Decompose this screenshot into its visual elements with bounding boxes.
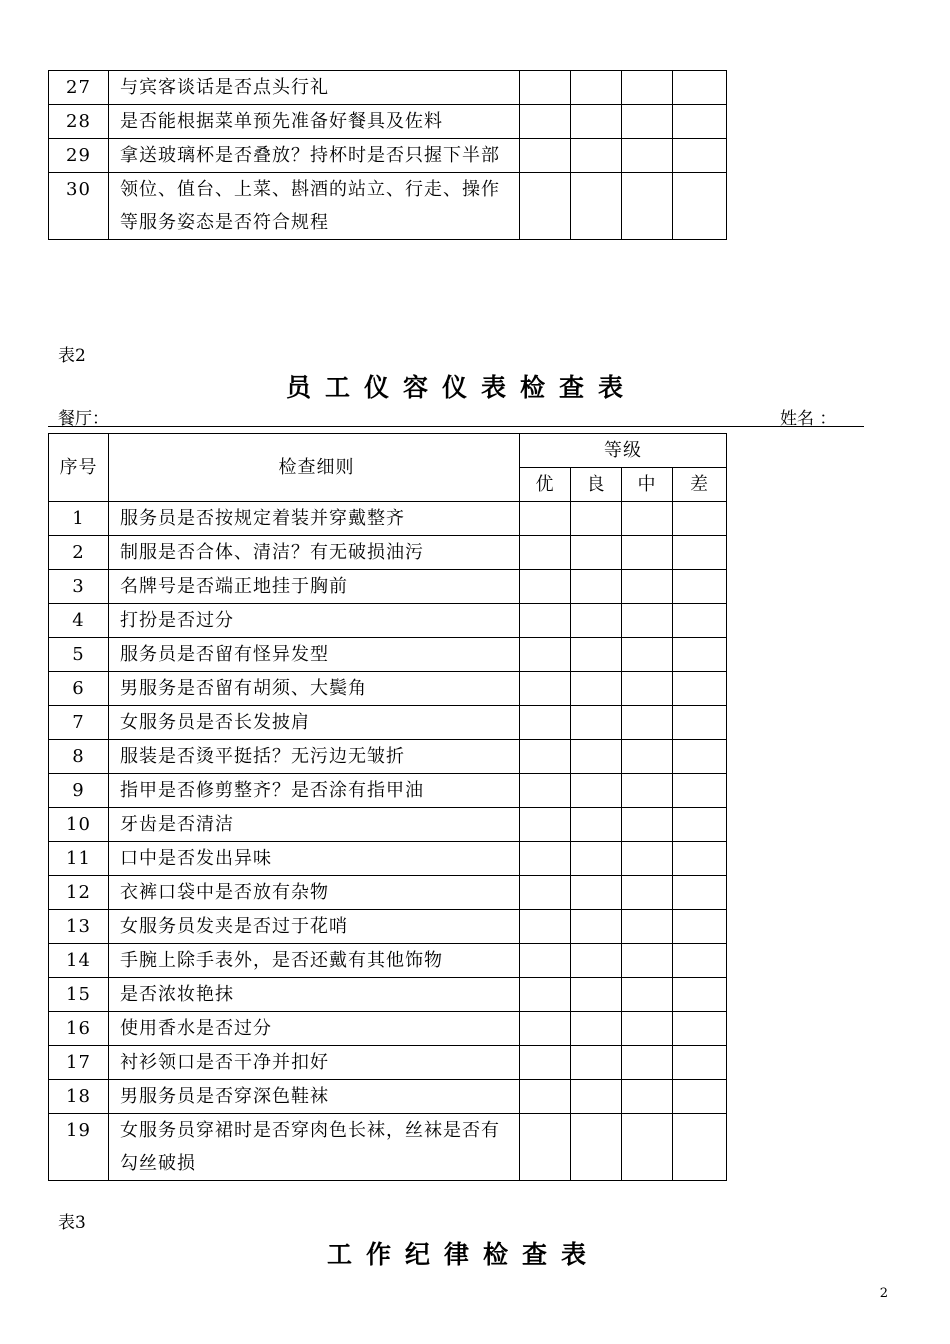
row-text: 制服是否合体、清洁？有无破损油污	[109, 536, 520, 570]
grade-cell[interactable]	[520, 502, 571, 536]
row-number: 12	[49, 876, 109, 910]
grade-cell[interactable]	[622, 604, 673, 638]
grade-cell[interactable]	[520, 604, 571, 638]
grade-cell[interactable]	[571, 1114, 622, 1181]
grade-cell[interactable]	[520, 876, 571, 910]
table-row	[49, 774, 727, 808]
row-number: 9	[49, 774, 109, 808]
grade-cell[interactable]	[571, 672, 622, 706]
grade-cell[interactable]	[520, 71, 571, 105]
table-row	[49, 944, 727, 978]
grade-cell[interactable]	[571, 71, 622, 105]
grade-cell[interactable]	[520, 536, 571, 570]
table-row	[49, 173, 727, 240]
grade-cell[interactable]	[571, 139, 622, 173]
row-text: 是否能根据菜单预先准备好餐具及佐料	[109, 105, 520, 139]
row-text: 服务员是否留有怪异发型	[109, 638, 520, 672]
grade-cell[interactable]	[520, 910, 571, 944]
grade-cell[interactable]	[622, 105, 673, 139]
grade-cell[interactable]	[622, 774, 673, 808]
row-number: 2	[49, 536, 109, 570]
grade-cell[interactable]	[622, 910, 673, 944]
table-row	[49, 604, 727, 638]
grade-cell[interactable]	[520, 706, 571, 740]
table-row	[49, 139, 727, 173]
grade-good: 良	[571, 468, 622, 502]
grade-cell[interactable]	[673, 71, 727, 105]
table-row	[49, 71, 727, 105]
table-row	[49, 978, 727, 1012]
row-number: 15	[49, 978, 109, 1012]
grade-cell[interactable]	[520, 944, 571, 978]
grade-cell[interactable]	[673, 604, 727, 638]
table-row	[49, 105, 727, 139]
grade-cell[interactable]	[520, 1080, 571, 1114]
row-number: 3	[49, 570, 109, 604]
grade-cell[interactable]	[520, 105, 571, 139]
grade-cell[interactable]	[520, 139, 571, 173]
table3-label: 表3	[58, 1213, 86, 1233]
table-row	[49, 1046, 727, 1080]
table2-label: 表2	[58, 346, 86, 366]
grade-cell[interactable]	[673, 1080, 727, 1114]
row-number: 18	[49, 1080, 109, 1114]
grade-cell[interactable]	[673, 944, 727, 978]
grade-cell[interactable]	[673, 1046, 727, 1080]
table-row	[49, 1114, 727, 1181]
row-text: 指甲是否修剪整齐？是否涂有指甲油	[109, 774, 520, 808]
grade-cell[interactable]	[520, 672, 571, 706]
grade-cell[interactable]	[622, 1012, 673, 1046]
row-text: 女服务员是否长发披肩	[109, 706, 520, 740]
grade-cell[interactable]	[622, 1080, 673, 1114]
grade-cell[interactable]	[673, 808, 727, 842]
row-text: 拿送玻璃杯是否叠放？持杯时是否只握下半部	[109, 139, 520, 173]
grade-cell[interactable]	[571, 105, 622, 139]
table2	[48, 433, 727, 1181]
row-number: 16	[49, 1012, 109, 1046]
grade-cell[interactable]	[673, 706, 727, 740]
row-number: 8	[49, 740, 109, 774]
row-number: 13	[49, 910, 109, 944]
grade-cell[interactable]	[520, 978, 571, 1012]
grade-cell[interactable]	[622, 944, 673, 978]
grade-cell[interactable]	[673, 740, 727, 774]
row-number: 6	[49, 672, 109, 706]
table-row	[49, 1080, 727, 1114]
table-row	[49, 876, 727, 910]
row-text: 男服务员是否穿深色鞋袜	[109, 1080, 520, 1114]
table-row	[49, 910, 727, 944]
row-number: 19	[49, 1114, 109, 1181]
grade-cell[interactable]	[571, 1012, 622, 1046]
grade-cell[interactable]	[673, 1012, 727, 1046]
row-number: 4	[49, 604, 109, 638]
grade-cell[interactable]	[622, 876, 673, 910]
grade-cell[interactable]	[673, 1114, 727, 1181]
grade-cell[interactable]	[571, 774, 622, 808]
table-row	[49, 842, 727, 876]
grade-cell[interactable]	[622, 740, 673, 774]
row-number: 11	[49, 842, 109, 876]
grade-cell[interactable]	[622, 570, 673, 604]
table-row	[49, 672, 727, 706]
grade-cell[interactable]	[571, 570, 622, 604]
row-text: 打扮是否过分	[109, 604, 520, 638]
table-row	[49, 536, 727, 570]
grade-poor: 差	[673, 468, 727, 502]
grade-cell[interactable]	[571, 978, 622, 1012]
grade-cell[interactable]	[673, 842, 727, 876]
grade-cell[interactable]	[622, 1046, 673, 1080]
row-number: 7	[49, 706, 109, 740]
table-row	[49, 740, 727, 774]
grade-cell[interactable]	[622, 706, 673, 740]
grade-excellent: 优	[520, 468, 571, 502]
table1-body	[49, 71, 727, 240]
grade-cell[interactable]	[673, 876, 727, 910]
grade-cell[interactable]	[520, 570, 571, 604]
grade-cell[interactable]	[571, 706, 622, 740]
table-row	[49, 502, 727, 536]
table3-title: 工作纪律检查表	[327, 1240, 601, 1269]
grade-cell[interactable]	[571, 638, 622, 672]
grade-cell[interactable]	[622, 536, 673, 570]
row-number: 27	[49, 71, 109, 105]
row-text: 手腕上除手表外，是否还戴有其他饰物	[109, 944, 520, 978]
row-number: 5	[49, 638, 109, 672]
row-number: 29	[49, 139, 109, 173]
row-number: 28	[49, 105, 109, 139]
header-underline	[48, 426, 864, 427]
grade-cell[interactable]	[520, 808, 571, 842]
grade-cell[interactable]	[673, 978, 727, 1012]
table2-title: 员工仪容仪表检查表	[286, 373, 638, 402]
grade-cell[interactable]	[520, 1012, 571, 1046]
grade-cell[interactable]	[520, 842, 571, 876]
row-text: 女服务员穿裙时是否穿肉色长袜，丝袜是否有勾丝破损	[109, 1114, 520, 1181]
col-desc-header: 检查细则	[109, 434, 520, 502]
grade-cell[interactable]	[622, 1114, 673, 1181]
page-number: 2	[879, 1286, 888, 1301]
table-row	[49, 1012, 727, 1046]
row-text: 衬衫领口是否干净并扣好	[109, 1046, 520, 1080]
row-number: 1	[49, 502, 109, 536]
grade-cell[interactable]	[571, 1080, 622, 1114]
grade-cell[interactable]	[571, 536, 622, 570]
row-text: 衣裤口袋中是否放有杂物	[109, 876, 520, 910]
table-row	[49, 808, 727, 842]
row-text: 服务员是否按规定着装并穿戴整齐	[109, 502, 520, 536]
grade-cell[interactable]	[571, 842, 622, 876]
grade-cell[interactable]	[673, 774, 727, 808]
grade-cell[interactable]	[520, 774, 571, 808]
grade-cell[interactable]	[571, 604, 622, 638]
grade-cell[interactable]	[571, 502, 622, 536]
name-label: 姓名 ：	[780, 409, 837, 429]
grade-cell[interactable]	[571, 173, 622, 240]
table-row	[49, 638, 727, 672]
row-text: 使用香水是否过分	[109, 1012, 520, 1046]
grade-cell[interactable]	[622, 71, 673, 105]
row-text: 口中是否发出异味	[109, 842, 520, 876]
grade-cell[interactable]	[520, 638, 571, 672]
row-text: 女服务员发夹是否过于花哨	[109, 910, 520, 944]
grade-cell[interactable]	[673, 910, 727, 944]
row-text: 牙齿是否清洁	[109, 808, 520, 842]
row-text: 是否浓妆艳抹	[109, 978, 520, 1012]
grade-cell[interactable]	[622, 672, 673, 706]
grade-cell[interactable]	[622, 502, 673, 536]
row-text: 服装是否烫平挺括？无污边无皱折	[109, 740, 520, 774]
table2-header-row	[49, 434, 727, 468]
table2-body	[49, 434, 727, 1181]
row-number: 30	[49, 173, 109, 240]
grade-cell[interactable]	[673, 570, 727, 604]
grade-cell[interactable]	[673, 173, 727, 240]
grade-cell[interactable]	[571, 910, 622, 944]
grade-cell[interactable]	[673, 105, 727, 139]
grade-cell[interactable]	[673, 638, 727, 672]
table-row	[49, 570, 727, 604]
grade-cell[interactable]	[622, 842, 673, 876]
row-number: 17	[49, 1046, 109, 1080]
grade-cell[interactable]	[622, 808, 673, 842]
grade-cell[interactable]	[622, 173, 673, 240]
table-row	[49, 706, 727, 740]
restaurant-label: 餐厅：	[58, 409, 109, 429]
grade-cell[interactable]	[622, 139, 673, 173]
grade-cell[interactable]	[571, 1046, 622, 1080]
row-number: 10	[49, 808, 109, 842]
grade-cell[interactable]	[673, 672, 727, 706]
grade-cell[interactable]	[520, 740, 571, 774]
row-number: 14	[49, 944, 109, 978]
row-text: 名牌号是否端正地挂于胸前	[109, 570, 520, 604]
grade-cell[interactable]	[571, 808, 622, 842]
grade-cell[interactable]	[571, 944, 622, 978]
grade-cell[interactable]	[622, 978, 673, 1012]
table1	[48, 70, 727, 240]
row-text: 与宾客谈话是否点头行礼	[109, 71, 520, 105]
col-grade-header: 等级	[520, 434, 727, 468]
col-no-header: 序号	[49, 434, 109, 502]
grade-cell[interactable]	[571, 740, 622, 774]
grade-cell[interactable]	[571, 876, 622, 910]
grade-cell[interactable]	[622, 638, 673, 672]
grade-cell[interactable]	[673, 502, 727, 536]
row-text: 领位、值台、上菜、斟酒的站立、行走、操作等服务姿态是否符合规程	[109, 173, 520, 240]
grade-cell[interactable]	[673, 139, 727, 173]
grade-medium: 中	[622, 468, 673, 502]
grade-cell[interactable]	[520, 1114, 571, 1181]
grade-cell[interactable]	[520, 1046, 571, 1080]
row-text: 男服务是否留有胡须、大鬓角	[109, 672, 520, 706]
grade-cell[interactable]	[520, 173, 571, 240]
grade-cell[interactable]	[673, 536, 727, 570]
